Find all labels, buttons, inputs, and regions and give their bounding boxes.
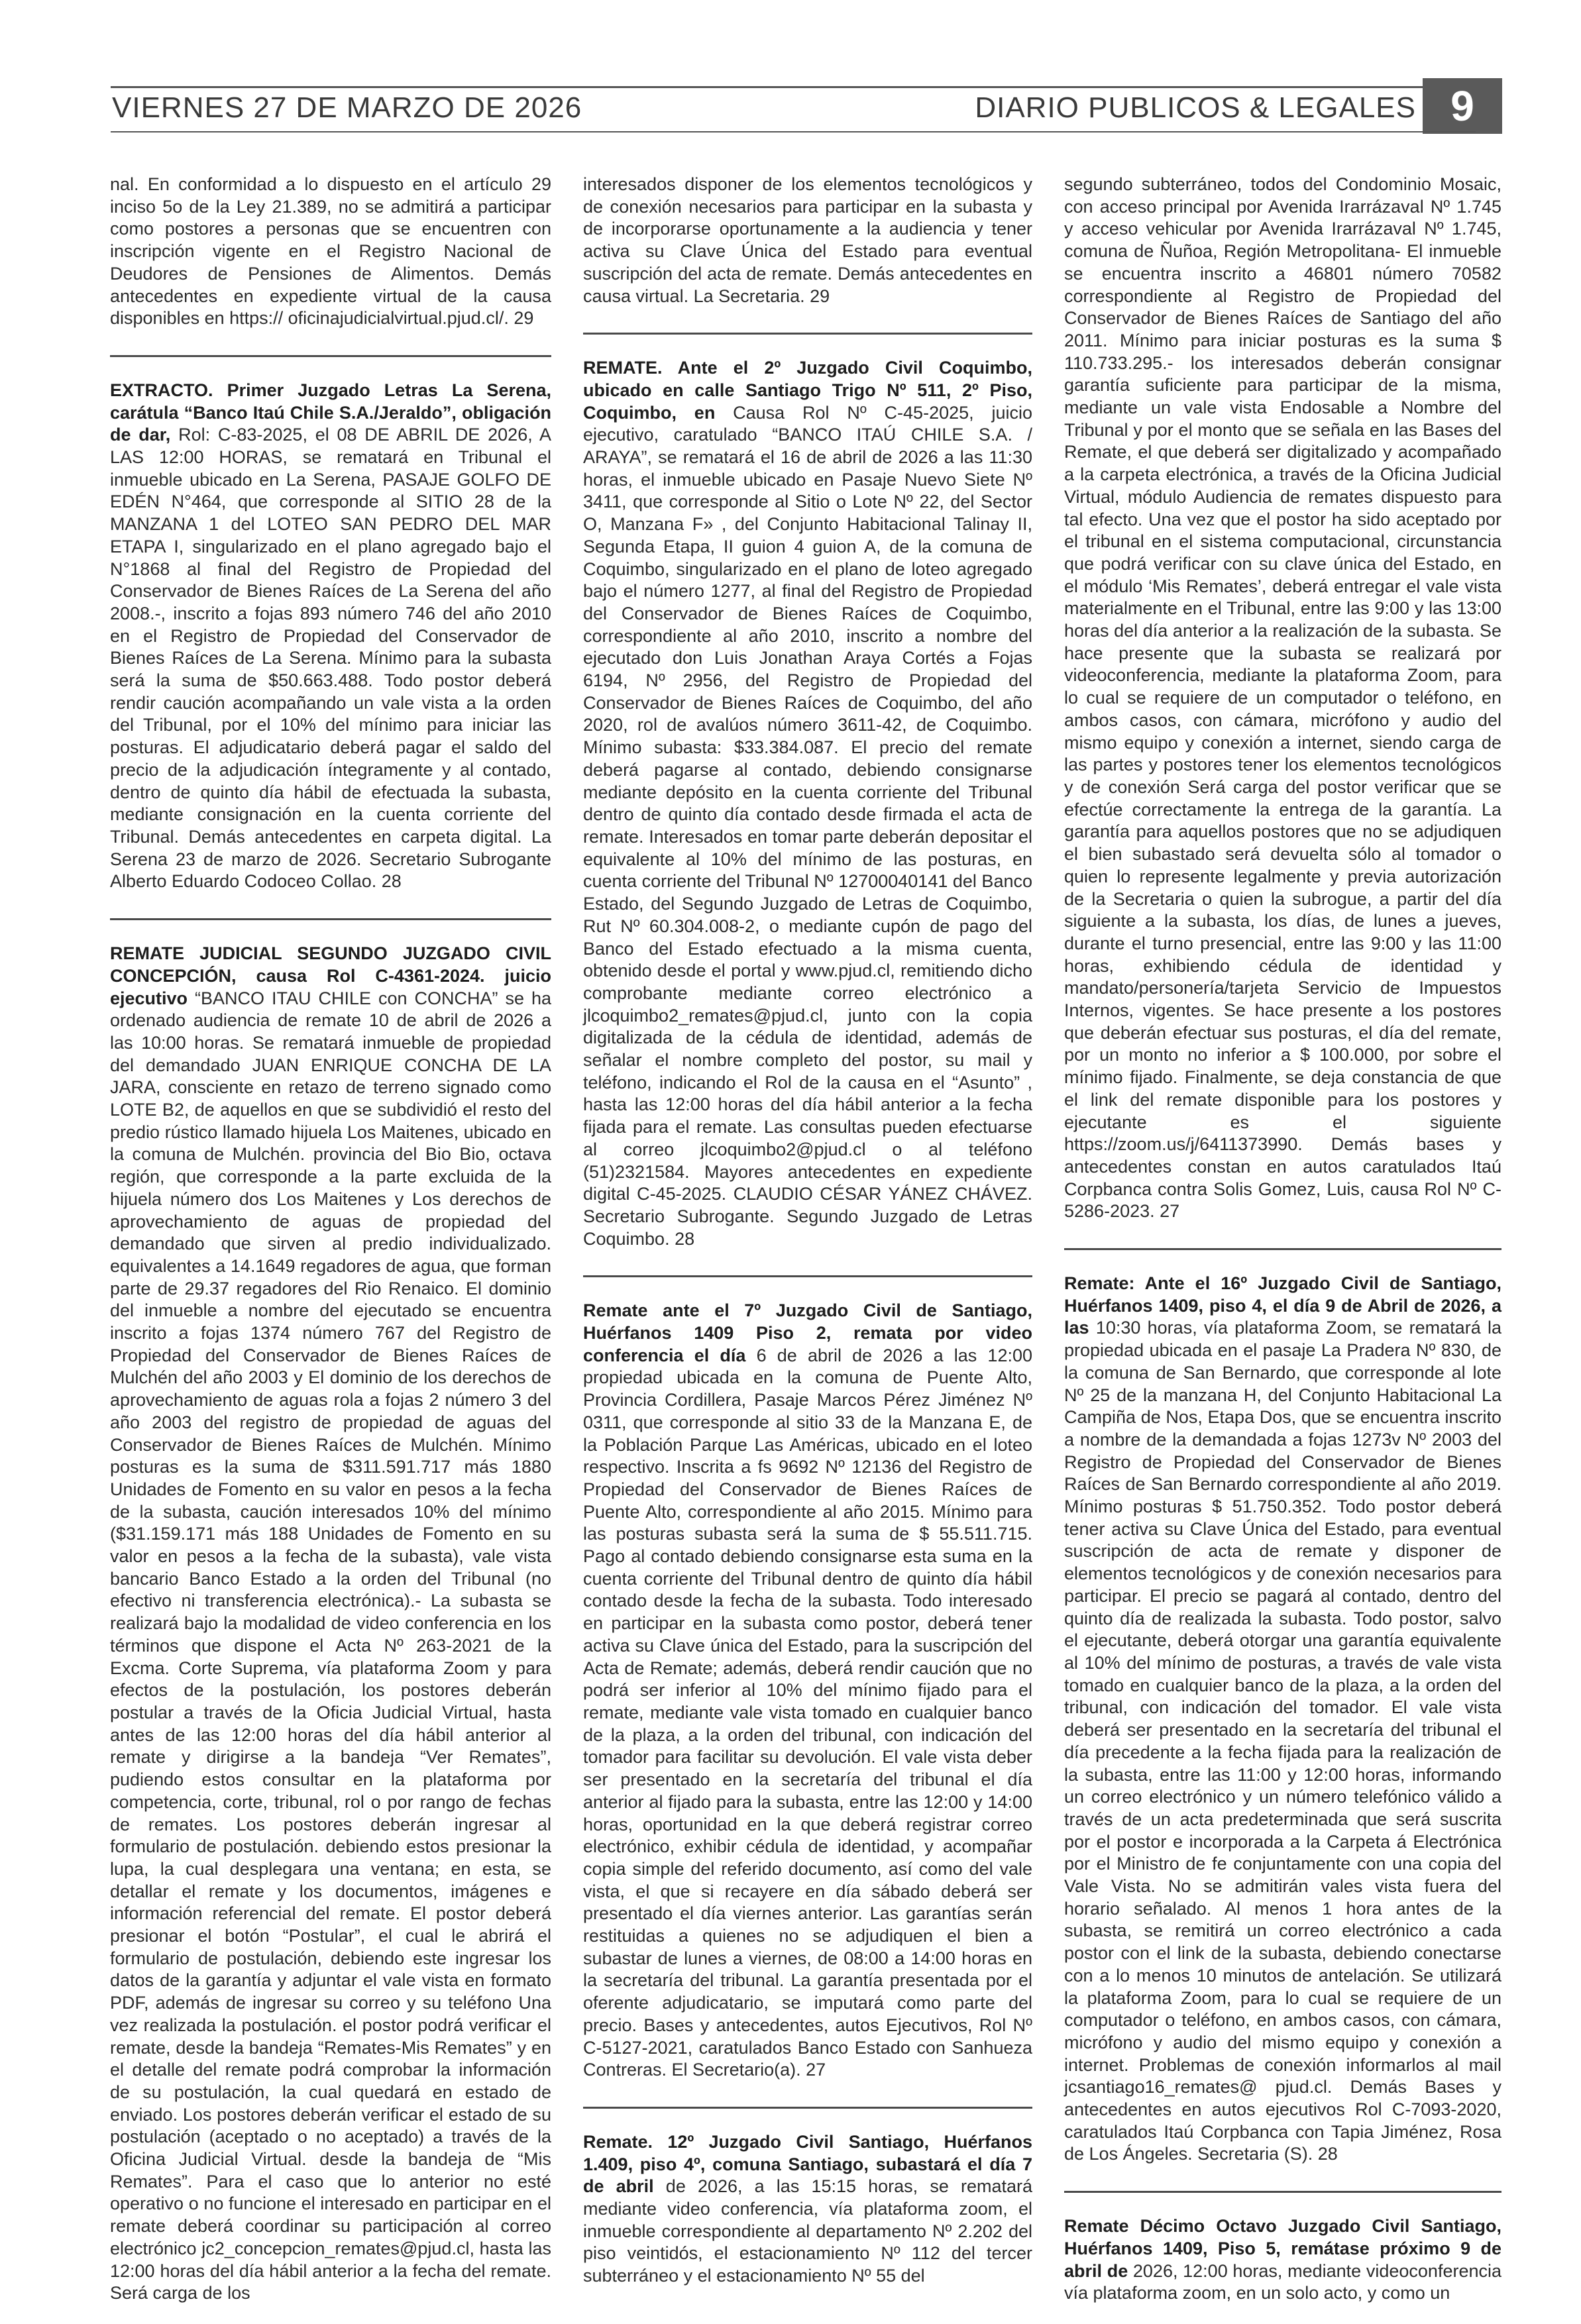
notice-body: Causa Rol Nº C-45-2025, juicio ejecutivo, caratulado “BANCO ITAÚ CHILE S.A. / ARAYA”, se rematará el 16 de abril de 2026 a las 11:30 horas, el inmueble ubicado en Pasaje Nuevo Siete Nº 3411, que corresponde al Sitio o Lote Nº 22, del Sector O, Manzana F» , del Conjunto Habitacional Talinay II, Segunda Etapa, II guion 4 guion A, de la comuna de Coquimbo, singularizado en el plano de loteo agregado bajo el número 1277, al final del Registro de Propiedad del Conservador de Bienes Raíces de Coquimbo, correspondiente al año 2010, inscrito a nombre del ejecutado don Luis Jonathan Araya Cortés a Fojas 6194, Nº 2956, del Registro de Propiedad del Conservador de Bienes Raíces de Coquimbo, del año 2020, rol de avalúos número 3611-42, de Coquimbo. Mínimo subasta: $33.384.087. El precio del remate deberá pagarse al contado, debiendo consignarse mediante depósito en la cuenta corriente del Tribunal dentro de quinto día contado desde firmada el acta de remate. Interesados en tomar parte deberán depositar el equivalente al 10% del mínimo de las posturas, en cuenta corriente del Tribunal Nº 12700040141 del Banco Estado, del Segundo Juzgado de Letras de Coquimbo, Rut Nº 60.304.008-2, o mediante cupón de pago del Banco del Estado efectuado a la misma cuenta, obtenido desde el portal y www.pjud.cl, remitiendo dicho comprobante mediante correo electrónico a jlcoquimbo2_remates@pjud.cl, junto con la copia digitalizada de la cédula de identidad, además de señalar el nombre completo del postor, su mail y teléfono, indicando el Rol de la causa en el “Asunto” , hasta las 12:00 horas del día hábil anterior a la fecha fijada para el remate. Las consultas pueden efectuarse al correo jlcoquimbo2@pjud.cl o al teléfono (51)2321584. Mayores antecedentes en expediente digital C-45-2025. CLAUDIO CÉSAR YÁNEZ CHÁVEZ. Secretario Subrogante. Segundo Juzgado de Letras Coquimbo. 28 bbox=[583, 402, 1032, 1249]
header-top-rule bbox=[111, 86, 1502, 88]
notice-body: “BANCO ITAU CHILE con CONCHA” se ha ordenado audiencia de remate 10 de abril de 2026 a las 10:00 horas. Se rematará inmueble de propiedad del demandado JUAN ENRIQUE CONCHA DE LA JARA, consciente en retazo de terreno signado como LOTE B2, de aquellos en que se subdividió el resto del predio rústico llamado hijuela Los Maitenes, ubicado en la comuna de Mulchén. provincia del Bio Bio, octava región, que corresponde a la parte excluida de la hijuela número dos Los Maitenes y Los derechos de aprovechamiento de aguas de propiedad del demandado que sirven al predio individualizado. equivalentes a 14.1649 regadores de agua, que forman parte de 29.37 regadores del Rio Renaico. El dominio del inmueble a nombre del ejecutado se encuentra inscrito a fojas 1374 número 767 del Registro de Propiedad del Conservador de Bienes Raíces de Mulchén del año 2003 y El dominio de los derechos de aprovechamiento de aguas rola a fojas 2 número 3 del año 2003 del registro de propiedad de aguas del Conservador de Bienes Raíces de Mulchén. Mínimo posturas es la suma de $311.591.717 más 1880 Unidades de Fomento en su valor en pesos a la fecha de la subasta, caución interesados 10% del mínimo ($31.159.171 más 188 Unidades de Fomento en su valor en pesos a la fecha de la subasta), vale vista bancario Banco Estado a la orden del Tribunal (no efectivo ni transferencia electrónica).- La subasta se realizará bajo la modalidad de video conferencia en los términos que dispone el Acta Nº 263-2021 de la Excma. Corte Suprema, vía plataforma Zoom y para efectos de la postulación, los postores deberán postular a través de la Oficia Judicial Virtual, hasta antes de las 12:00 horas del día hábil anterior al remate y dirigirse a la bandeja “Ver Remates”, pudiendo estos consultar en la plataforma por competencia, corte, tribunal, rol o por rango de fechas de remates. Los postores deberán ingresar al formulario de postulación. debiendo estos presionar la lupa, la cual desplegara una ventana; en esta, se detallar el remate y los documentos, imágenes e información referencial del remate. El postor deberá presionar el botón “Postular”, el cual le abrirá el formulario de postulación, debiendo este ingresar los datos de la garantía y adjuntar el vale vista en formato PDF, además de ingresar su correo y su teléfono Una vez realizada la postulación. el postor podrá verificar el remate, desde la bandeja “Remates-Mis Remates” y en el detalle del remate podrá comprobar la información de su postulación, la cual quedará en estado de enviado. Los postores deberán verificar el estado de su postulación (aceptado o no aceptado) a través de la Oficina Judicial Virtual. desde la bandeja de “Mis Remates”. Para el caso que lo anterior no esté operativo o no funcione el interesado en participar en el remate deberá coordinar su participación al correo electrónico jc2_concepcion_remates@pjud.cl, hasta las 12:00 horas del día hábil anterior a la fecha del remate. Será carga de los bbox=[110, 988, 551, 2303]
notice-continuation: nal. En conformidad a lo dispuesto en el artículo 29 inciso 5o de la Ley 21.389, no se admitirá a participar como postores a personas que se encuentren con inscripción vigente en el Registro Nacional de Deudores de Pensiones de Alimentos. Demás antecedentes en expediente virtual de la causa disponibles en https:// oficinajudicialvirtual.pjud.cl/. 29 bbox=[110, 174, 551, 329]
header-section-title: DIARIO PUBLICOS & LEGALES bbox=[975, 91, 1416, 124]
column-2 bbox=[583, 174, 1032, 2288]
notice-heading: Remate Décimo Octavo Juzgado Civil Santiago, Huérfanos 1409, Piso 5, remátase próximo 9 de abril de bbox=[1064, 2216, 1501, 2281]
notice-coquimbo bbox=[583, 357, 1032, 1250]
notice-body: 10:30 horas, vía plataforma Zoom, se rematará la propiedad ubicada en el pasaje La Pradera Nº 830, de la comuna de San Bernardo, que corresponde al lote Nº 25 de la manzana H, del Conjunto Habitacional La Campiña de Nos, Etapa Dos, que se encuentra inscrito a nombre de la demandada a fojas 1273v Nº 2003 del Registro de Propiedad del Conservador de Bienes Raíces de San Bernardo correspondiente al año 2019. Mínimo posturas $ 51.750.352. Todo postor deberá tener activa su Clave Única del Estado, para eventual suscripción de acta de remate y disponer de elementos tecnológicos y de conexión necesarios para participar. El precio se pagará al contado, dentro del quinto día de realizada la subasta. Todo postor, salvo el ejecutante, deberá otorgar una garantía equivalente al 10% del mínimo de posturas, a través de vale vista tomado en cualquier banco de la plaza, a la orden del tribunal, con indicación del tomador. El vale vista deberá ser presentado en la secretaría del tribunal el día precedente a la fecha fijada para la realización de la subasta, entre las 11:00 y 12:00 horas, informando un correo electrónico y un número telefónico válido a través de un acta predeterminada que será suscrita por el postor e incorporada a la Carpeta á Electrónica por el Ministro de fe conjuntamente con una copia del Vale Vista. No se admitirán vales vista fuera del horario señalado. Al menos 1 hora antes de la subasta, se remitirá un correo electrónico a cada postor con el link de la subasta, debiendo conectarse con a lo menos 10 minutos de antelación. Se utilizará la plataforma Zoom, para lo cual se requiere de un computador o teléfono, en ambos casos, con cámara, micrófono y audio del mismo equipo y conexión a internet. Problemas de conexión informarlos al mail jcsantiago16_remates@ pjud.cl. Demás Bases y antecedentes en autos ejecutivos Rol C-7093-2020, caratulados Itaú Corpbanca con Tapia Jiménez, Rosa de Los Ángeles. Secretaria (S). 28 bbox=[1064, 1318, 1501, 2164]
notice-separator bbox=[1064, 1248, 1501, 1250]
page-header bbox=[111, 78, 1502, 134]
notice-body: 2026, 12:00 horas, mediante videoconferencia vía plataforma zoom, en un solo acto, y como un bbox=[1064, 2260, 1502, 2303]
notice-18-juzgado bbox=[1064, 2215, 1501, 2305]
notice-heading: REMATE. Ante el 2º Juzgado Civil Coquimbo, ubicado en calle Santiago Trigo Nº 511, 2º Piso, Coquimbo, en bbox=[583, 358, 1032, 423]
notice-separator bbox=[110, 918, 551, 920]
notice-body: Rol: C-83-2025, el 08 DE ABRIL DE 2026, A LAS 12:00 HORAS, se rematará en Tribunal el inmueble ubicado en La Serena, PASAJE GOLFO DE EDÉN N°464, que corresponde al SITIO 28 de la MANZANA 1 del LOTEO SAN PEDRO DEL MAR ETAPA I, singularizado en el plano agregado bajo el N°1868 al final del Registro de Propiedad del Conservador de Bienes Raíces de La Serena del año 2008.-, inscrito a fojas 893 número 746 del año 2010 en el Registro de Propiedad del Conservador de Bienes Raíces de La Serena. Mínimo para la subasta será la suma de $50.663.488. Todo postor deberá rendir caución acompañando un vale vista a la orden del Tribunal, por el 10% del mínimo para iniciar las posturas. El adjudicatario deberá pagar el saldo del precio de la adjudicación íntegramente y al contado, dentro de quinto día hábil de efectuada la subasta, mediante consignación en la cuenta corriente del Tribunal. Demás antecedentes en carpeta digital. La Serena 23 de marzo de 2026. Secretario Subrogante Alberto Eduardo Codoceo Collao. 28 bbox=[110, 425, 551, 892]
notice-heading: REMATE JUDICIAL SEGUNDO JUZGADO CIVIL CONCEPCIÓN, causa Rol C-4361-2024. juicio ejecutivo bbox=[110, 943, 551, 1008]
notice-heading: EXTRACTO. Primer Juzgado Letras La Serena, carátula “Banco Itaú Chile S.A./Jeraldo”, obligación de dar, bbox=[110, 380, 551, 445]
notice-separator bbox=[110, 355, 551, 357]
notice-heading: Remate. 12º Juzgado Civil Santiago, Huérfanos 1.409, piso 4º, comuna Santiago, subastará el día 7 de abril bbox=[583, 2131, 1032, 2197]
header-date: VIERNES 27 DE MARZO DE 2026 bbox=[112, 91, 582, 124]
notice-continuation: segundo subterráneo, todos del Condominio Mosaic, con acceso principal por Avenida Irarrázaval Nº 1.745 y acceso vehicular por Avenida Irarrázaval Nº 1.745, comuna de Ñuñoa, Región Metropolitana- El inmueble se encuentra inscrito a 46801 número 70582 correspondiente al Registro de Propiedad del Conservador de Bienes Raíces de Santiago del año 2011. Mínimo para iniciar posturas es la suma $ 110.733.295.- los interesados deberán consignar garantía suficiente para participar de la misma, mediante un vale vista Endosable a Nombre del Tribunal y por el monto que se señala en las Bases del Remate, el que deberá ser digitalizado y acompañado a la carpeta electrónica, a través de la Oficina Judicial Virtual, módulo Audiencia de remates dispuesto para tal efecto. Una vez que el postor ha sido aceptado por el tribunal en el sistema computacional, circunstancia que podrá verificar con su clave única del Estado, en el módulo ‘Mis Remates’, deberá entregar el vale vista materialmente en el Tribunal, entre las 9:00 y las 13:00 horas del día anterior a la realización de la subasta. Se hace presente que la subasta se realizará por videoconferencia, mediante la plataforma Zoom, para lo cual se requiere de un computador o teléfono, en ambos casos, con cámara, micrófono y audio del mismo equipo y conexión a internet, siendo carga de las partes y postores tener los elementos tecnológicos y de conexión Será carga del postor verificar que se efectúe correctamente la entrega de la garantía. La garantía para aquellos postores que no se adjudiquen el bien subastado será devuelta sólo al tomador o quien lo represente legalmente y previa autorización de la Secretaria o quien la subrogue, a partir del día siguiente a la subasta, los días, de lunes a jueves, durante el turno presencial, entre las 9:00 y las 11:00 horas, exhibiendo cédula de identidad y mandato/personería/tarjeta Servicio de Impuestos Internos, vigentes. Se hace presente a los postores que deberán efectuar sus posturas, el día del remate, por un monto no inferior a $ 100.000, por sobre el mínimo fijado. Finalmente, se deja constancia de que el link del remate disponible para los postores y ejecutante es el siguiente https://zoom.us/j/6411373990. Demás bases y antecedentes constan en autos caratulados Itaú Corpbanca contra Solis Gomez, Luis, causa Rol Nº C-5286-2023. 27 bbox=[1064, 174, 1501, 1222]
notice-heading: Remate: Ante el 16º Juzgado Civil de Santiago, Huérfanos 1409, piso 4, el día 9 de Abril de 2026, a las bbox=[1064, 1273, 1501, 1338]
notice-16-juzgado bbox=[1064, 1273, 1501, 2166]
notice-concepcion bbox=[110, 943, 551, 2305]
header-bottom-rule bbox=[111, 131, 1476, 132]
notice-separator bbox=[583, 1275, 1032, 1277]
page-number-badge: 9 bbox=[1423, 78, 1502, 134]
column-3 bbox=[1064, 174, 1501, 2305]
notice-12-juzgado bbox=[583, 2131, 1032, 2288]
notice-la-serena bbox=[110, 380, 551, 893]
notice-continuation: interesados disponer de los elementos tecnológicos y de conexión necesarios para participar en la subasta y de incorporarse oportunamente a la audiencia y tener activa su Clave Única del Estado para eventual suscripción del acta de remate. Demás antecedentes en causa virtual. La Secretaria. 29 bbox=[583, 174, 1032, 306]
notice-7-juzgado bbox=[583, 1300, 1032, 2082]
notice-separator bbox=[583, 2107, 1032, 2109]
notice-separator bbox=[583, 333, 1032, 335]
notice-heading: Remate ante el 7º Juzgado Civil de Santiago, Huérfanos 1409 Piso 2, remata por video conferencia el día bbox=[583, 1300, 1032, 1365]
notice-body: de 2026, a las 15:15 horas, se rematará mediante video conferencia, vía plataforma zoom, el inmueble correspondiente al departamento Nº 2.202 del piso veintidós, el estacionamiento Nº 112 del tercer subterráneo y el estacionamiento Nº 55 del bbox=[583, 2176, 1033, 2286]
notice-separator bbox=[1064, 2191, 1501, 2193]
notice-body: 6 de abril de 2026 a las 12:00 propiedad ubicada en la comuna de Puente Alto, Provincia Cordillera, Pasaje Marcos Pérez Jiménez Nº 0311, que corresponde al sitio 33 de la Manzana E, de la Población Parque Las Américas, ubicado en el loteo respectivo. Inscrita a fs 9692 Nº 12136 del Registro de Propiedad del Conservador de Bienes Raíces de Puente Alto, correspondiente al año 2015. Mínimo para las posturas subasta será la suma de $ 55.511.715. Pago al contado debiendo consignarse esta suma en la cuenta corriente del Tribunal dentro de quinto día hábil contado desde la fecha de la subasta. Todo interesado en participar en la subasta como postor, deberá tener activa su Clave única del Estado, para la suscripción del Acta de Remate; además, deberá rendir caución que no podrá ser inferior al 10% del mínimo fijado para el remate, mediante vale vista tomado en cualquier banco de la plaza, a la orden del tribunal, con indicación del tomador para facilitar su devolución. El vale vista deber ser presentado en la secretaría del tribunal el día anterior al fijado para la subasta, entre las 12:00 y 14:00 horas, oportunidad en la que deberá registrar correo electrónico, exhibir cédula de identidad, y acompañar copia simple del referido documento, así como del vale vista, el que si recayere en día sábado deberá ser presentado el día viernes anterior. Las garantías serán restituidas a quienes no se adjudiquen el bien a subastar de lunes a viernes, de 08:00 a 14:00 horas en la secretaría del tribunal. La garantía presentada por el oferente adjudicatario, se imputará como parte del precio. Bases y antecedentes, autos Ejecutivos, Rol Nº C-5127-2021, caratulados Banco Estado con Sanhueza Contreras. El Secretario(a). 27 bbox=[583, 1345, 1032, 2080]
column-1 bbox=[110, 174, 551, 2305]
